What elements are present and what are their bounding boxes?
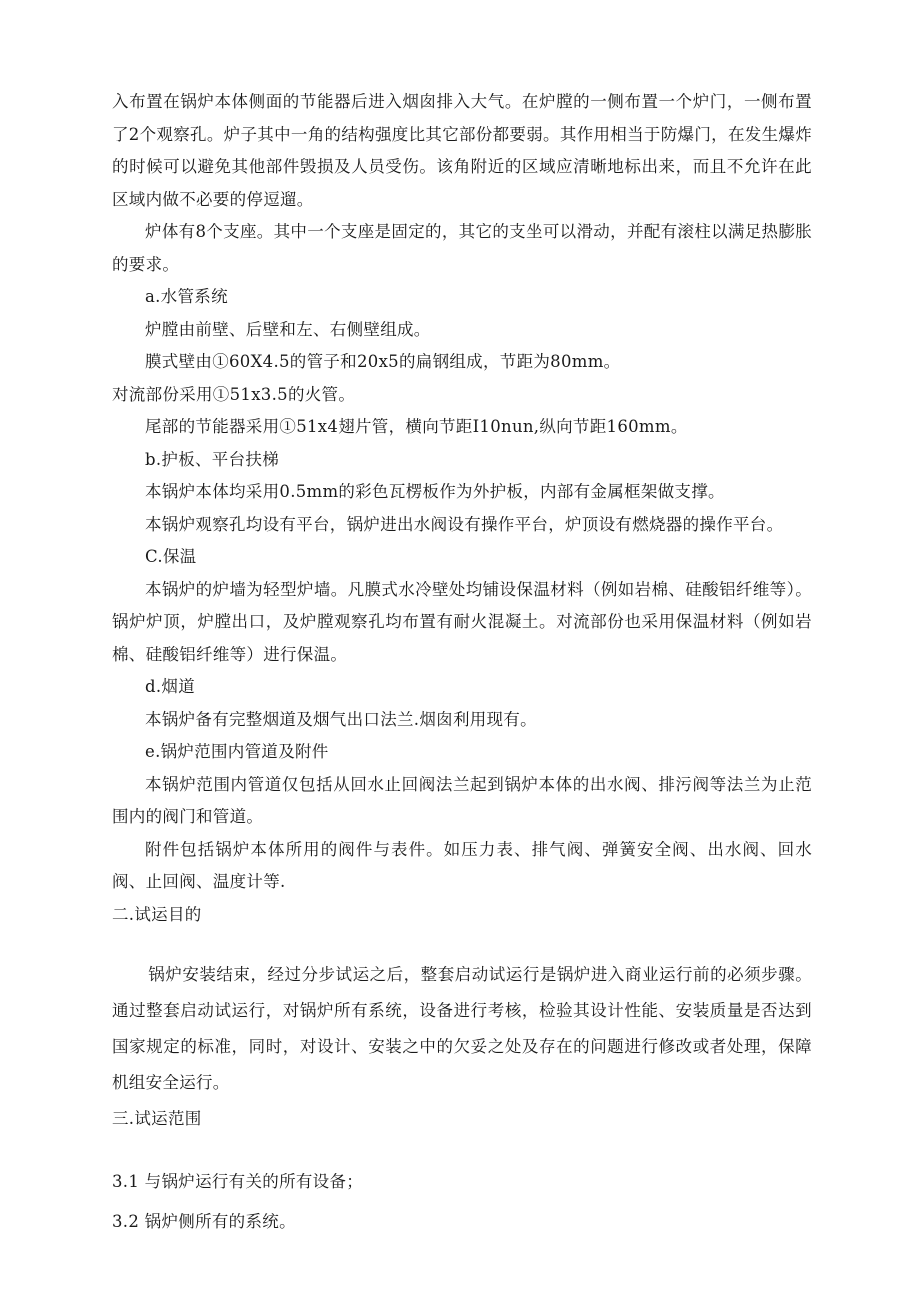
subheading-water-tube-system: a.水管系统 [145,287,228,306]
paragraph-furnace-walls: 炉膛由前壁、后壁和左、右侧壁组成。 [145,319,431,339]
section-heading-trial-scope: 三.试运范围 [112,1109,202,1128]
paragraph-flue-and-observation: 入布置在锅炉本体侧面的节能器后进入烟囱排入大气。在炉膛的一侧布置一个炉门，一侧布置了2个观察孔。炉子其中一角的结构强度比其它部份都要弱。其作用相当于防爆门，在发生爆炸的时候可以避免其他部件毁损及人员受伤。该角附近的区域应清晰地标出来，而且不允许在此区域内做不必要的停逗遛。 [112,92,812,209]
paragraph-membrane-wall: 膜式壁由①60X4.5的管子和20x5的扁钢组成，节距为80mm。 [145,352,621,371]
paragraph-trial-purpose: 锅炉安装结束，经过分步试运之后，整套启动试运行是锅炉进入商业运行前的必须步骤。通过整套启动试运行，对锅炉所有系统，设备进行考核，检验其设计性能、安装质量是否达到国家规定的标准，同时，对设计、安装之中的欠妥之处及存在的问题进行修改或者处理，保障机组安全运行。 [112,965,812,1092]
subheading-insulation: C.保温 [145,547,197,566]
document-page [112,86,812,1242]
section-trial-purpose [112,899,812,1102]
section-heading-trial-purpose: 二.试运目的 [112,904,202,924]
paragraph-platforms: 本锅炉观察孔均设有平台，锅炉进出水阀设有操作平台，炉顶设有燃烧器的操作平台。 [145,514,784,534]
paragraph-flue: 本锅炉备有完整烟道及烟气出口法兰.烟囱利用现有。 [145,709,537,729]
list-item: 3.2 锅炉侧所有的系统。 [112,1211,296,1231]
paragraph-convection-section: 对流部份采用①51x3.5的火管。 [112,384,356,404]
paragraph-insulation: 本锅炉的炉墙为轻型炉墙。凡膜式水冷壁处均铺设保温材料（例如岩棉、硅酸铝纤维等）。锅炉炉顶，炉膛出口，及炉膛观察孔均布置有耐火混凝土。对流部份也采用保温材料（例如岩棉、硅酸铝纤维等）进行保温。 [112,579,812,664]
list-item: 3.1 与锅炉运行有关的所有设备； [112,1171,364,1191]
section-trial-scope [112,1103,812,1242]
boiler-description-block [112,86,812,899]
subheading-casing-platform: b.护板、平台扶梯 [145,449,280,469]
paragraph-supports: 炉体有8个支座。其中一个支座是固定的，其它的支坐可以滑动，并配有滚柱以满足热膨胀的要求。 [112,222,812,274]
subheading-piping: e.锅炉范围内管道及附件 [145,742,329,761]
paragraph-economizer: 尾部的节能器采用①51x4翅片管，横向节距I10nun,纵向节距160mm。 [145,417,688,436]
paragraph-outer-casing: 本锅炉本体均采用0.5mm的彩色瓦楞板作为外护板，内部有金属框架做支撑。 [145,482,725,501]
paragraph-piping-scope: 本锅炉范围内管道仅包括从回水止回阀法兰起到锅炉本体的出水阀、排污阀等法兰为止范围内的阀门和管道。 [112,774,812,826]
subheading-flue: d.烟道 [145,677,196,696]
paragraph-accessories: 附件包括锅炉本体所用的阀件与表件。如压力表、排气阀、弹簧安全阀、出水阀、回水阀、止回阀、温度计等. [112,839,812,891]
